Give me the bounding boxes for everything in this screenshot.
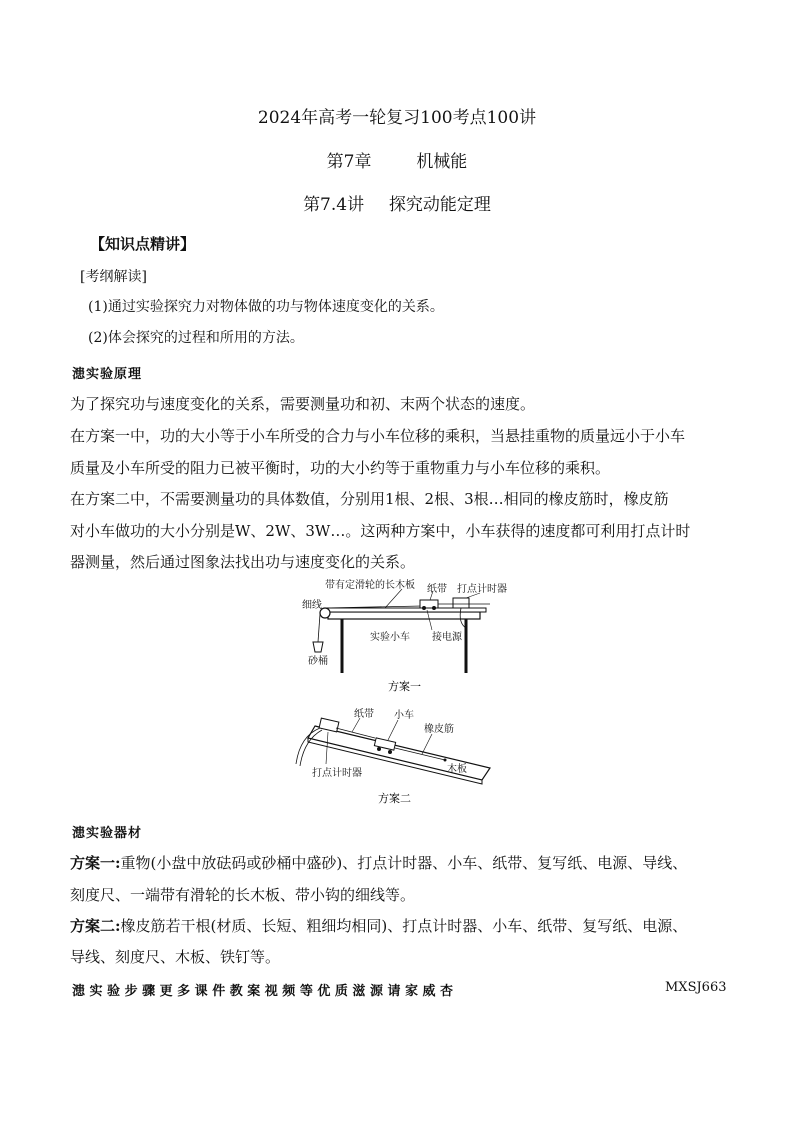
- figure2-caption: 方案二: [378, 792, 411, 805]
- nail-icon: [444, 759, 447, 762]
- lecture-number: 第7.4讲: [303, 195, 365, 215]
- plan1-text: 重物(小盘中放砝码或砂桶中盛砂)、打点计时器、小车、纸带、复写纸、电源、导线、: [120, 854, 688, 872]
- page-title: 2024年高考一轮复习100考点100讲: [257, 108, 537, 128]
- principle-p1: 为了探究功与速度变化的关系，需要测量功和初、末两个状态的速度。: [70, 395, 536, 413]
- label-bucket: 砂桶: [308, 656, 328, 667]
- figure-plan1: [290, 578, 520, 696]
- chapter-name: 机械能: [416, 152, 468, 172]
- label-timer: 打点计时器: [457, 584, 507, 595]
- knowledge-heading: 【知识点精讲】: [90, 235, 196, 253]
- plan2-line2: 导线、刻度尺、木板、铁钉等。: [70, 948, 281, 966]
- label-tape: 纸带: [427, 584, 447, 595]
- table-top: [328, 612, 480, 619]
- principle-p2-line1: 在方案一中，功的大小等于小车所受的合力与小车位移的乘积，当悬挂重物的质量远小于小车: [70, 427, 686, 445]
- plan1-label: 方案一:: [70, 854, 121, 872]
- principle-p3-line3: 器测量，然后通过图象法找出功与速度变化的关系。: [70, 553, 416, 571]
- chapter-heading: [0, 147, 794, 172]
- label-cart: 小车: [394, 710, 414, 721]
- plan2-label: 方案二:: [70, 917, 121, 935]
- plan1-line2: 刻度尺、一端带有滑轮的长木板、带小钩的细线等。: [70, 886, 416, 904]
- outline-item-2: (2)体会探究的过程和所用的方法。: [88, 330, 304, 346]
- lecture-name: 探究动能定理: [388, 195, 491, 215]
- lecture-heading: [0, 190, 794, 215]
- footer-left: 漶 实 验 步 骤 更 多 课 件 教 案 视 频 等 优 质 滋 源 请 家 威 杏: [72, 984, 454, 999]
- principle-p3-line1: 在方案二中，不需要测量功的具体数值，分别用1根、2根、3根…相同的橡皮筋时，橡皮筋: [70, 490, 669, 508]
- label-power: 接电源: [432, 632, 462, 643]
- label-board: 带有定滑轮的长木板: [325, 580, 415, 591]
- outline-label: [考纲解读]: [80, 269, 147, 285]
- label-rubber: 橡皮筋: [424, 724, 454, 735]
- outline-item-1: (1)通过实验探究力对物体做的功与物体速度变化的关系。: [88, 299, 444, 315]
- figure1-caption: 方案一: [388, 680, 421, 693]
- principle-heading: 漶实验原理: [72, 367, 143, 382]
- equipment-heading: 漶实验器材: [72, 826, 143, 841]
- chapter-number: 第7章: [326, 152, 372, 172]
- principle-p3-line2: 对小车做功的大小分别是W、2W、3W…。这两种方案中，小车获得的速度都可利用打点计时: [70, 522, 691, 540]
- plan1-line1: [70, 852, 687, 873]
- figure-plan2: [290, 706, 510, 810]
- label-timer: 打点计时器: [312, 768, 362, 779]
- label-cart: 实验小车: [370, 632, 410, 643]
- plan2-line1: [70, 915, 687, 936]
- timer-icon: [453, 598, 469, 608]
- label-tape: 纸带: [354, 709, 374, 720]
- bucket-icon: [313, 642, 323, 652]
- label-string: 细线: [302, 600, 322, 611]
- principle-p2-line2: 质量及小车所受的阻力已被平衡时，功的大小约等于重物重力与小车位移的乘积。: [70, 459, 611, 477]
- long-board: [326, 608, 486, 612]
- hanging-string: [318, 614, 320, 642]
- label-board: 木板: [447, 764, 467, 775]
- footer-code: MXSJ663: [665, 980, 727, 995]
- plan2-text: 橡皮筋若干根(材质、长短、粗细均相同)、打点计时器、小车、纸带、复写纸、电源、: [120, 917, 688, 935]
